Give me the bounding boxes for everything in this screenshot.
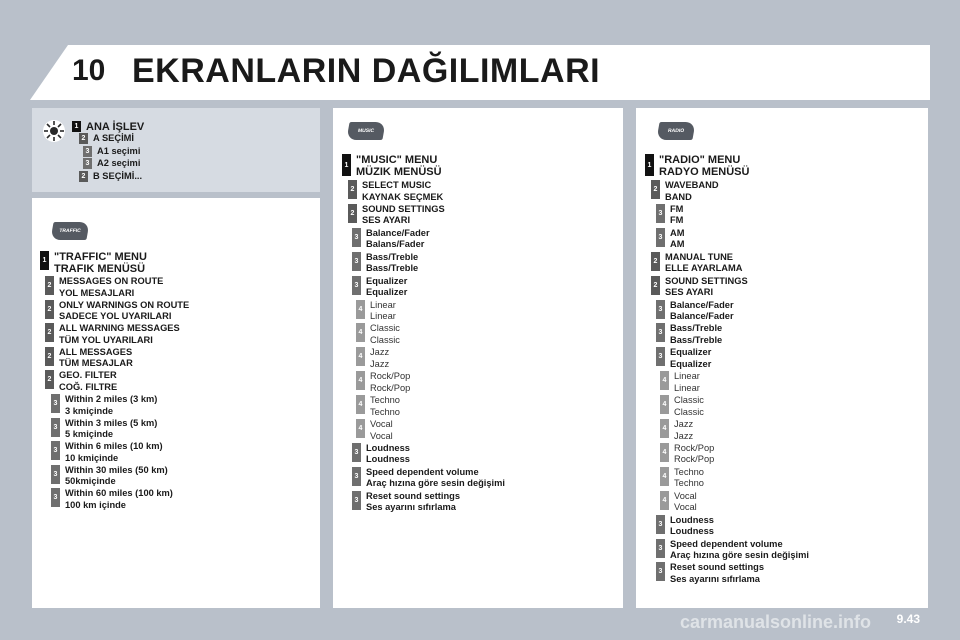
- item-label-en: Techno: [674, 466, 704, 477]
- item-label-tr: Ses ayarını sıfırlama: [366, 502, 456, 513]
- music-icon: MUSIC: [346, 122, 385, 140]
- music-title-en: "MUSIC" MENU: [356, 154, 438, 166]
- radio-menu-title-row: [645, 154, 749, 178]
- radio-item: [660, 371, 700, 394]
- item-label: A2 seçimi: [97, 158, 141, 168]
- item-label-tr: Rock/Pop: [370, 382, 411, 393]
- level-badge: 3: [352, 491, 361, 510]
- level-badge: 4: [356, 347, 365, 366]
- item-label-en: Techno: [370, 395, 400, 406]
- item-label-en: Linear: [674, 371, 700, 382]
- level-badge: 3: [656, 300, 665, 319]
- item-label-en: Jazz: [674, 419, 694, 429]
- item-label-en: Classic: [674, 395, 704, 406]
- traffic-icon: TRAFFIC: [50, 222, 89, 240]
- item-label-tr: SES AYARI: [362, 215, 411, 226]
- item-label-tr: Jazz: [370, 358, 390, 369]
- page-title: EKRANLARIN DAĞILIMLARI: [132, 52, 601, 90]
- item-label-tr: 5 kmiçinde: [65, 429, 114, 440]
- item-label-en: Bass/Treble: [670, 323, 723, 334]
- radio-item: [660, 395, 704, 418]
- level-badge: 3: [656, 347, 665, 366]
- item-label-tr: Vocal: [674, 502, 697, 513]
- level-badge: 3: [51, 465, 60, 484]
- item-label-en: Bass/Treble: [366, 251, 419, 262]
- radio-icon: RADIO: [656, 122, 695, 140]
- item-label-tr: Classic: [674, 406, 704, 417]
- item-label-tr: Classic: [370, 334, 400, 345]
- radio-item: [656, 347, 711, 370]
- item-label-en: WAVEBAND: [665, 180, 719, 190]
- radio-item: [651, 180, 719, 203]
- item-label-en: ALL MESSAGES: [59, 346, 133, 357]
- item-label-en: MANUAL TUNE: [665, 251, 734, 262]
- traffic-item: [51, 488, 173, 511]
- page-number: 9.43: [896, 612, 920, 626]
- music-item: [352, 491, 460, 514]
- level-badge: 3: [352, 443, 361, 462]
- item-label-tr: Balance/Fader: [670, 311, 734, 321]
- item-label-en: SELECT MUSIC: [362, 180, 432, 190]
- level-badge: 2: [79, 133, 88, 144]
- item-label: A SEÇİMİ: [93, 133, 134, 143]
- level-badge: 2: [651, 180, 660, 199]
- level-badge: 2: [79, 171, 88, 182]
- music-item: [356, 395, 400, 418]
- main-function-item: [83, 158, 140, 170]
- level-badge: 4: [660, 371, 669, 390]
- item-label-en: Balance/Fader: [670, 299, 734, 310]
- music-item: [356, 371, 410, 394]
- music-item: [348, 180, 443, 203]
- item-label-tr: Ses ayarını sıfırlama: [670, 573, 760, 584]
- item-label-tr: Vocal: [370, 430, 393, 441]
- radio-item: [660, 419, 693, 442]
- radio-item: [656, 539, 809, 562]
- traffic-item: [45, 323, 180, 346]
- traffic-item: [45, 300, 189, 323]
- sun-icon: [42, 119, 66, 143]
- item-label-en: GEO. FILTER: [59, 370, 117, 381]
- item-label-en: ALL WARNING MESSAGES: [59, 323, 180, 334]
- radio-item: [651, 252, 742, 275]
- music-item: [356, 347, 389, 370]
- level-badge: 4: [660, 443, 669, 462]
- music-item: [352, 443, 410, 466]
- item-label-en: SOUND SETTINGS: [665, 275, 748, 286]
- level-badge: 2: [45, 276, 54, 295]
- level-badge: 4: [660, 467, 669, 486]
- traffic-menu-title-row: [40, 251, 147, 275]
- item-label-en: Within 2 miles (3 km): [65, 394, 158, 404]
- level-badge: 4: [356, 300, 365, 319]
- music-item: [352, 252, 418, 275]
- traffic-item: [45, 370, 117, 393]
- level-badge: 4: [356, 323, 365, 342]
- item-label-en: Speed dependent volume: [670, 538, 783, 549]
- item-label-en: FM: [670, 203, 684, 214]
- item-label-tr: Loudness: [670, 526, 714, 537]
- item-label-en: Vocal: [674, 490, 697, 501]
- radio-item: [660, 467, 704, 490]
- main-function-item: [79, 171, 142, 183]
- radio-item: [656, 228, 684, 251]
- traffic-item: [51, 394, 157, 417]
- level-badge: 1: [645, 154, 654, 176]
- item-label-tr: SADECE YOL UYARILARI: [59, 311, 172, 322]
- level-badge: 4: [660, 491, 669, 510]
- level-badge: 3: [656, 323, 665, 342]
- item-label-en: SOUND SETTINGS: [362, 203, 445, 214]
- level-badge: 3: [656, 204, 665, 223]
- music-item: [348, 204, 445, 227]
- item-label-tr: AM: [670, 239, 685, 250]
- item-label-en: Reset sound settings: [670, 562, 765, 573]
- level-badge: 1: [342, 154, 351, 176]
- item-label-tr: Bass/Treble: [670, 334, 723, 345]
- level-badge: 2: [348, 204, 357, 223]
- level-badge: 4: [356, 419, 365, 438]
- item-label-en: Within 30 miles (50 km): [65, 464, 168, 475]
- level-badge: 4: [356, 371, 365, 390]
- radio-title-tr: RADYO MENÜSÜ: [659, 166, 750, 178]
- item-label-en: Classic: [370, 323, 400, 334]
- item-label-en: ONLY WARNINGS ON ROUTE: [59, 299, 190, 310]
- item-label-tr: COĞ. FILTRE: [59, 381, 118, 392]
- item-label: B SEÇİMİ...: [93, 170, 143, 181]
- music-item: [352, 276, 407, 299]
- level-badge: 2: [45, 323, 54, 342]
- item-label-tr: 3 kmiçinde: [65, 405, 114, 416]
- traffic-item: [51, 465, 168, 488]
- level-badge: 3: [51, 418, 60, 437]
- item-label-tr: ELLE AYARLAMA: [665, 263, 743, 274]
- item-label-tr: FM: [670, 215, 684, 226]
- level-badge: 3: [656, 539, 665, 558]
- traffic-title-tr: TRAFIK MENÜSÜ: [54, 263, 146, 275]
- item-label-tr: Bass/Treble: [366, 263, 419, 274]
- item-label-en: Loudness: [670, 514, 714, 525]
- item-label-en: Rock/Pop: [674, 442, 715, 453]
- item-label-tr: Araç hızına göre sesin değişimi: [366, 478, 505, 489]
- main-function-item: [83, 146, 140, 158]
- item-label-tr: 10 kmiçinde: [65, 452, 119, 463]
- level-badge: 4: [660, 395, 669, 414]
- main-function-title-row: [72, 121, 144, 133]
- item-label-tr: 100 km içinde: [65, 499, 126, 510]
- item-label-en: AM: [670, 227, 685, 238]
- music-item: [352, 228, 430, 251]
- item-label-en: MESSAGES ON ROUTE: [59, 276, 164, 286]
- main-function-item: [79, 133, 134, 145]
- watermark: carmanualsonline.info: [680, 612, 872, 632]
- level-badge: 3: [51, 394, 60, 413]
- item-label-en: Equalizer: [670, 347, 712, 358]
- item-label-en: Loudness: [366, 442, 410, 453]
- item-label-tr: Linear: [674, 382, 700, 393]
- item-label-en: Equalizer: [366, 275, 408, 286]
- music-item: [356, 419, 393, 442]
- item-label-en: Vocal: [370, 419, 393, 429]
- item-label-tr: BAND: [665, 191, 692, 202]
- item-label-tr: Equalizer: [670, 358, 712, 369]
- level-badge: 3: [352, 228, 361, 247]
- level-badge: 3: [51, 488, 60, 507]
- item-label-en: Jazz: [370, 347, 390, 358]
- traffic-item: [45, 347, 133, 370]
- item-label-tr: Jazz: [674, 430, 694, 441]
- level-badge: 2: [651, 276, 660, 295]
- level-badge: 2: [45, 300, 54, 319]
- item-label-tr: Techno: [370, 406, 400, 417]
- item-label-tr: Linear: [370, 311, 396, 321]
- level-badge: 1: [40, 251, 49, 270]
- level-badge: 3: [656, 515, 665, 534]
- item-label-tr: TÜM MESAJLAR: [59, 358, 133, 369]
- radio-item: [656, 562, 764, 585]
- music-menu-title-row: [342, 154, 442, 178]
- item-label-tr: Loudness: [366, 454, 410, 465]
- item-label-en: Reset sound settings: [366, 490, 461, 501]
- item-label-en: Rock/Pop: [370, 371, 411, 382]
- item-label-tr: Rock/Pop: [674, 454, 715, 465]
- item-label-tr: Techno: [674, 478, 704, 489]
- level-badge: 3: [83, 146, 92, 157]
- item-label-tr: Balans/Fader: [366, 239, 425, 250]
- traffic-item: [51, 418, 157, 441]
- item-label-tr: KAYNAK SEÇMEK: [362, 191, 444, 202]
- radio-item: [660, 443, 714, 466]
- item-label: A1 seçimi: [97, 145, 141, 156]
- item-label-en: Within 60 miles (100 km): [65, 488, 173, 499]
- level-badge: 3: [83, 158, 92, 169]
- radio-item: [660, 491, 697, 514]
- item-label-en: Within 6 miles (10 km): [65, 441, 163, 452]
- item-label-tr: Equalizer: [366, 287, 408, 298]
- level-badge: 2: [348, 180, 357, 199]
- level-badge: 2: [45, 370, 54, 389]
- level-badge: 1: [72, 121, 81, 132]
- item-label-en: Speed dependent volume: [366, 466, 479, 477]
- level-badge: 4: [356, 395, 365, 414]
- item-label-tr: YOL MESAJLARI: [59, 287, 135, 298]
- item-label-en: Balance/Fader: [366, 227, 430, 238]
- level-badge: 3: [51, 441, 60, 460]
- traffic-item: [51, 441, 163, 464]
- item-label-tr: 50kmiçinde: [65, 476, 116, 487]
- radio-item: [656, 300, 734, 323]
- chapter-number: 10: [72, 54, 106, 87]
- level-badge: 2: [45, 347, 54, 366]
- level-badge: 3: [656, 228, 665, 247]
- item-label-tr: SES AYARI: [665, 287, 714, 298]
- music-title-tr: MÜZIK MENÜSÜ: [356, 166, 442, 178]
- item-label-tr: Araç hızına göre sesin değişimi: [670, 550, 809, 560]
- main-function-title: ANA İŞLEV: [86, 121, 145, 133]
- radio-title-en: "RADIO" MENU: [659, 154, 741, 166]
- level-badge: 2: [651, 252, 660, 271]
- traffic-item: [45, 276, 163, 299]
- level-badge: 4: [660, 419, 669, 438]
- item-label-en: Linear: [370, 299, 396, 310]
- item-label-en: Within 3 miles (5 km): [65, 417, 158, 428]
- level-badge: 3: [352, 252, 361, 271]
- music-item: [356, 323, 400, 346]
- level-badge: 3: [352, 276, 361, 295]
- radio-item: [656, 204, 683, 227]
- radio-item: [656, 515, 714, 538]
- music-item: [356, 300, 396, 323]
- radio-item: [651, 276, 748, 299]
- level-badge: 3: [656, 562, 665, 581]
- traffic-title-en: "TRAFFIC" MENU: [54, 251, 147, 263]
- level-badge: 3: [352, 467, 361, 486]
- music-item: [352, 467, 505, 490]
- item-label-tr: TÜM YOL UYARILARI: [59, 334, 153, 345]
- radio-item: [656, 323, 722, 346]
